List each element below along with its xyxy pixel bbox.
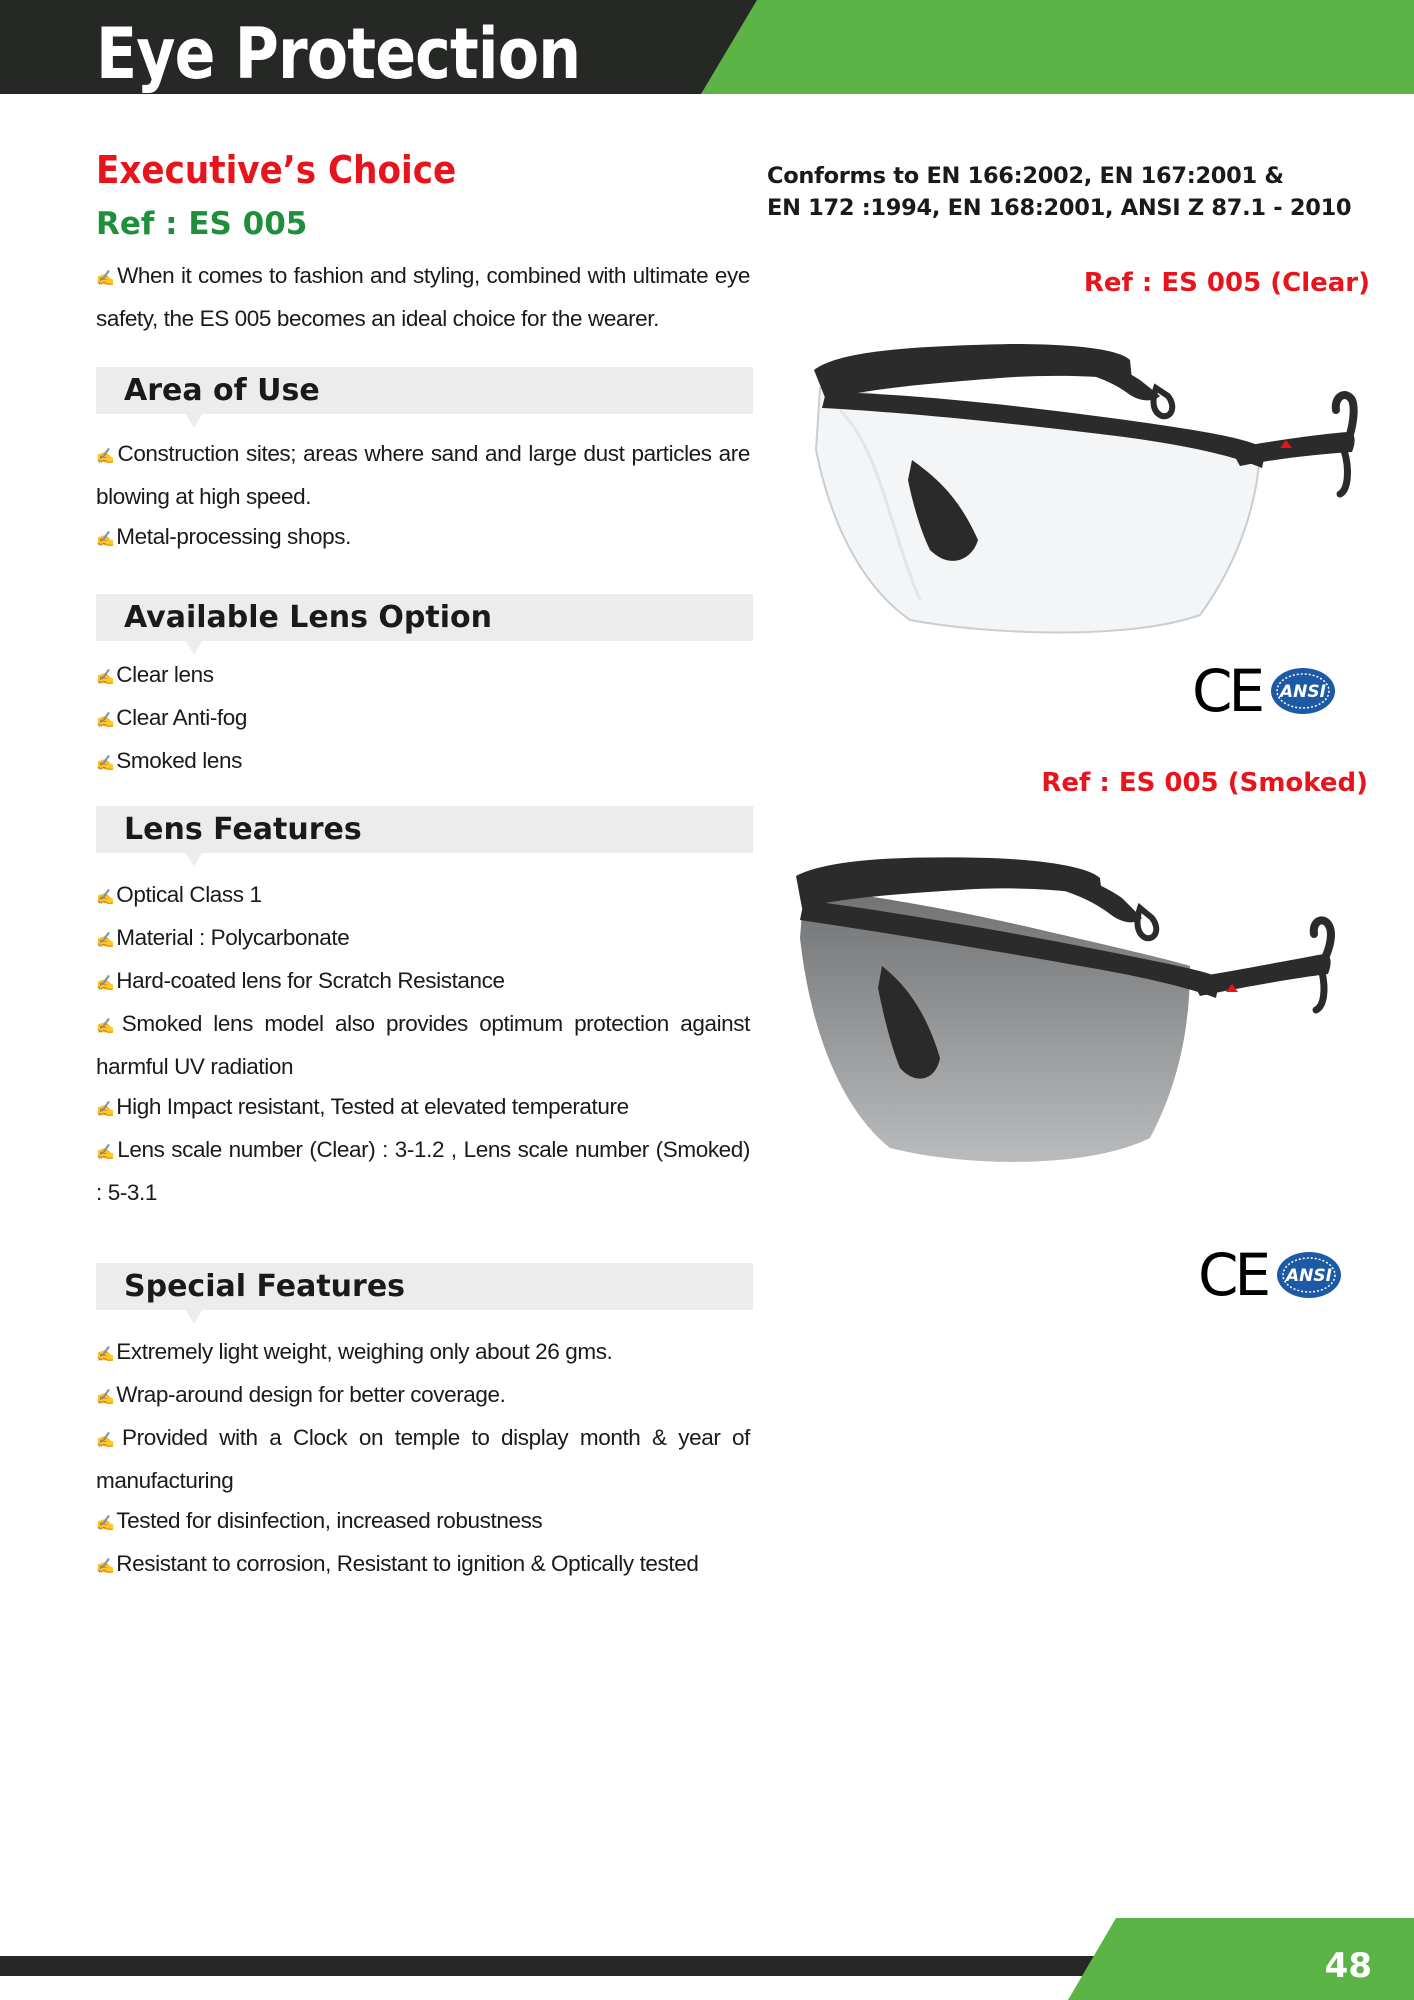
product-title: Executive’s Choice (96, 148, 457, 192)
pen-bullet-icon: ✍ (96, 712, 115, 729)
pen-bullet-icon: ✍ (96, 1432, 121, 1449)
pen-bullet-icon: ✍ (96, 531, 115, 548)
section-header-area-of-use (96, 367, 753, 414)
pen-bullet-icon: ✍ (96, 1018, 120, 1035)
pen-bullet-icon: ✍ (96, 755, 115, 772)
pen-bullet-icon: ✍ (96, 669, 115, 686)
certification-marks-smoked (1198, 1241, 1343, 1309)
list-item: ✍Optical Class 1 (96, 882, 262, 907)
section-header-lens-features (96, 806, 753, 853)
list-item: ✍Wrap-around design for better coverage. (96, 1382, 506, 1407)
list-item: ✍Construction sites; areas where sand and large dust particles are blowing at high speed. (96, 441, 750, 509)
pen-bullet-icon: ✍ (96, 975, 115, 992)
area-of-use-list (96, 434, 750, 560)
clear-glasses-image (800, 330, 1360, 640)
section-header-special-features (96, 1263, 753, 1310)
smoked-glasses-image (790, 848, 1350, 1178)
page-title: Eye Protection (96, 13, 581, 95)
standards-conformance (767, 160, 1367, 224)
variant-ref-smoked: Ref : ES 005 (Smoked) (1041, 768, 1368, 798)
list-item: ✍Extremely light weight, weighing only about 26 gms. (96, 1339, 613, 1364)
section-heading: Available Lens Option (124, 600, 492, 635)
page-footer (0, 1918, 1414, 2000)
lens-options-list (96, 655, 752, 784)
list-item: ✍Smoked lens model also provides optimum protection against harmful UV radiation (96, 1011, 750, 1079)
list-item: ✍Metal-processing shops. (96, 524, 351, 549)
pen-bullet-icon: ✍ (96, 1144, 116, 1161)
page-number: 48 (1324, 1946, 1372, 1986)
list-item: ✍Lens scale number (Clear) : 3-1.2 , Lens scale number (Smoked) : 5-3.1 (96, 1137, 750, 1205)
section-heading: Special Features (124, 1269, 406, 1304)
list-item: ✍Smoked lens (96, 748, 242, 773)
section-header-lens-options (96, 594, 753, 641)
pen-bullet-icon: ✍ (96, 1346, 115, 1363)
section-heading: Lens Features (124, 812, 362, 847)
list-item: ✍When it comes to fashion and styling, combined with ultimate eye safety, the ES 005 becomes an ideal choice for the wearer. (96, 263, 750, 331)
list-item: ✍Material : Polycarbonate (96, 925, 350, 950)
standards-line-1: Conforms to EN 166:2002, EN 167:2001 & (767, 163, 1284, 189)
ce-mark-icon: CE (1198, 1241, 1268, 1309)
pen-bullet-icon: ✍ (96, 1558, 115, 1575)
standards-line-2: EN 172 :1994, EN 168:2001, ANSI Z 87.1 - 2010 (767, 195, 1352, 221)
product-details (96, 140, 752, 1587)
footer-band (0, 1918, 1414, 2000)
pen-bullet-icon: ✍ (96, 889, 115, 906)
section-heading: Area of Use (124, 373, 320, 408)
pen-bullet-icon: ✍ (96, 1389, 115, 1406)
svg-text:ANSI: ANSI (1286, 1266, 1333, 1286)
list-item: ✍High Impact resistant, Tested at elevated temperature (96, 1094, 629, 1119)
certification-marks-clear (1192, 657, 1337, 725)
lens-features-list (96, 875, 750, 1213)
ansi-logo (1275, 1249, 1343, 1301)
product-ref: Ref : ES 005 (96, 206, 308, 242)
pen-bullet-icon: ✍ (96, 1515, 115, 1532)
list-item: ✍Hard-coated lens for Scratch Resistance (96, 968, 505, 993)
list-item: ✍Clear lens (96, 662, 214, 687)
pen-bullet-icon: ✍ (96, 270, 116, 287)
pen-bullet-icon: ✍ (96, 1101, 115, 1118)
list-item: ✍Tested for disinfection, increased robustness (96, 1508, 543, 1533)
variant-ref-clear: Ref : ES 005 (Clear) (1083, 268, 1370, 298)
list-item: ✍Provided with a Clock on temple to display month & year of manufacturing (96, 1425, 751, 1493)
list-item: ✍Resistant to corrosion, Resistant to ignition & Optically tested (96, 1551, 699, 1576)
pen-bullet-icon: ✍ (96, 448, 116, 465)
pen-bullet-icon: ✍ (96, 932, 115, 949)
intro-list (96, 256, 750, 339)
special-features-list (96, 1332, 750, 1587)
svg-text:ANSI: ANSI (1280, 682, 1327, 702)
ansi-logo (1269, 665, 1337, 717)
page-header (0, 0, 1414, 94)
list-item: ✍Clear Anti-fog (96, 705, 247, 730)
ce-mark-icon: CE (1192, 657, 1262, 725)
